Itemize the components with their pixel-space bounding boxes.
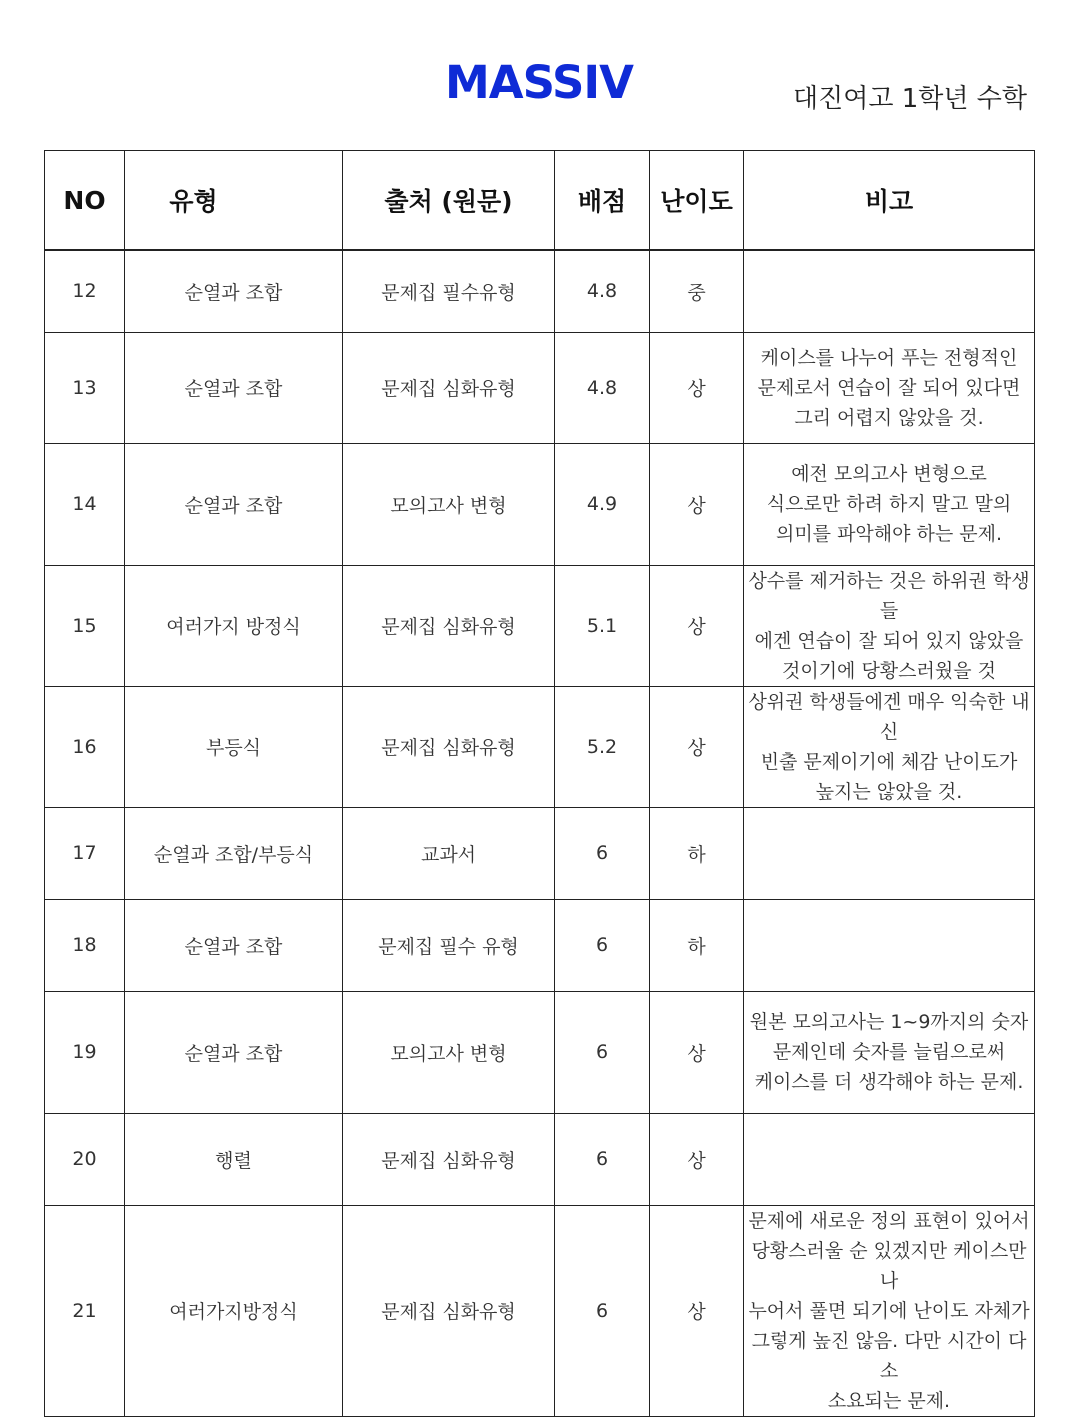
cell-note: 상위권 학생들에겐 매우 익숙한 내신 빈출 문제이기에 체감 난이도가 높지는 않았을 것. — [744, 686, 1035, 807]
cell-score: 5.2 — [555, 686, 650, 807]
table-body — [45, 250, 1035, 1416]
cell-difficulty: 상 — [650, 991, 744, 1113]
cell-score: 4.8 — [555, 250, 650, 332]
cell-type: 순열과 조합 — [125, 332, 343, 443]
cell-type: 순열과 조합 — [125, 899, 343, 991]
document-subtitle: 대진여고 1학년 수학 — [793, 84, 1027, 114]
column-header-score: 배점 — [555, 151, 650, 251]
table-row — [45, 899, 1035, 991]
brand-logo: MASSIV — [445, 56, 633, 109]
cell-type: 여러가지 방정식 — [125, 565, 343, 686]
table-row — [45, 686, 1035, 807]
table-row — [45, 332, 1035, 443]
cell-source: 모의고사 변형 — [343, 443, 555, 565]
cell-no: 16 — [45, 686, 125, 807]
table-row — [45, 991, 1035, 1113]
cell-no: 20 — [45, 1113, 125, 1205]
table-row — [45, 807, 1035, 899]
cell-note: 문제에 새로운 정의 표현이 있어서 당황스러울 순 있겠지만 케이스만 나 누어서 풀면 되기에 난이도 자체가 그렇게 높진 않음. 다만 시간이 다소 소요되는 문제. — [744, 1205, 1035, 1416]
cell-source: 문제집 심화유형 — [343, 1205, 555, 1416]
cell-difficulty: 상 — [650, 565, 744, 686]
cell-source: 모의고사 변형 — [343, 991, 555, 1113]
cell-note: 예전 모의고사 변형으로 식으로만 하려 하지 말고 말의 의미를 파악해야 하는 문제. — [744, 443, 1035, 565]
cell-note — [744, 250, 1035, 332]
cell-no: 18 — [45, 899, 125, 991]
cell-score: 5.1 — [555, 565, 650, 686]
column-header-source: 출처 (원문) — [343, 151, 555, 251]
table-row — [45, 1205, 1035, 1416]
column-header-note: 비고 — [744, 151, 1035, 251]
cell-note: 케이스를 나누어 푸는 전형적인 문제로서 연습이 잘 되어 있다면 그리 어렵지 않았을 것. — [744, 332, 1035, 443]
cell-type: 순열과 조합 — [125, 991, 343, 1113]
cell-difficulty: 상 — [650, 332, 744, 443]
column-header-difficulty: 난이도 — [650, 151, 744, 251]
cell-source: 교과서 — [343, 807, 555, 899]
table-header-row — [45, 151, 1035, 251]
cell-difficulty: 상 — [650, 1113, 744, 1205]
cell-no: 15 — [45, 565, 125, 686]
cell-score: 6 — [555, 807, 650, 899]
cell-no: 19 — [45, 991, 125, 1113]
cell-score: 6 — [555, 899, 650, 991]
cell-score: 6 — [555, 1113, 650, 1205]
cell-note — [744, 807, 1035, 899]
cell-type: 순열과 조합/부등식 — [125, 807, 343, 899]
cell-note: 상수를 제거하는 것은 하위권 학생들 에겐 연습이 잘 되어 있지 않았을 것이기에 당황스러웠을 것 — [744, 565, 1035, 686]
cell-score: 4.9 — [555, 443, 650, 565]
cell-no: 17 — [45, 807, 125, 899]
cell-type: 여러가지방정식 — [125, 1205, 343, 1416]
cell-score: 4.8 — [555, 332, 650, 443]
cell-difficulty: 상 — [650, 1205, 744, 1416]
table-row — [45, 1113, 1035, 1205]
cell-source: 문제집 심화유형 — [343, 565, 555, 686]
cell-difficulty: 하 — [650, 807, 744, 899]
cell-difficulty: 하 — [650, 899, 744, 991]
column-header-no: NO — [45, 151, 125, 251]
column-header-type: 유형 — [125, 151, 343, 251]
cell-type: 행렬 — [125, 1113, 343, 1205]
cell-type: 부등식 — [125, 686, 343, 807]
cell-difficulty: 중 — [650, 250, 744, 332]
cell-no: 12 — [45, 250, 125, 332]
cell-source: 문제집 심화유형 — [343, 1113, 555, 1205]
cell-source: 문제집 필수 유형 — [343, 899, 555, 991]
cell-source: 문제집 필수유형 — [343, 250, 555, 332]
cell-type: 순열과 조합 — [125, 250, 343, 332]
cell-type: 순열과 조합 — [125, 443, 343, 565]
cell-note: 원본 모의고사는 1~9까지의 숫자 문제인데 숫자를 늘림으로써 케이스를 더 생각해야 하는 문제. — [744, 991, 1035, 1113]
cell-source: 문제집 심화유형 — [343, 686, 555, 807]
table-row — [45, 443, 1035, 565]
table-row — [45, 565, 1035, 686]
cell-difficulty: 상 — [650, 443, 744, 565]
cell-score: 6 — [555, 1205, 650, 1416]
exam-analysis-table — [44, 150, 1035, 1417]
cell-source: 문제집 심화유형 — [343, 332, 555, 443]
cell-note — [744, 899, 1035, 991]
cell-score: 6 — [555, 991, 650, 1113]
cell-note — [744, 1113, 1035, 1205]
cell-no: 21 — [45, 1205, 125, 1416]
table-row — [45, 250, 1035, 332]
cell-difficulty: 상 — [650, 686, 744, 807]
cell-no: 14 — [45, 443, 125, 565]
cell-no: 13 — [45, 332, 125, 443]
